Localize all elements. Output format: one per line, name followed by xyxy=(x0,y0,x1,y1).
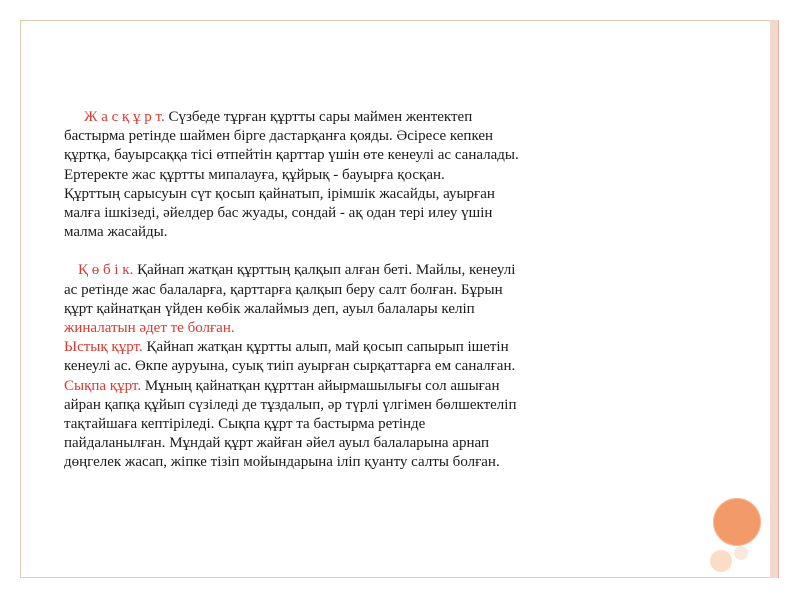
text-line: Қайнап жатқан құрттың қалқып алған беті. Майлы, кенеулі xyxy=(133,262,516,279)
decor-circle-tiny xyxy=(734,546,748,560)
paragraph-ystyq-qurt xyxy=(64,338,704,376)
paragraph-kobik xyxy=(64,261,704,338)
text-line: құртқа, бауырсаққа тісі өтпейтін қарттар үшін өте кенеулі ас саналады. xyxy=(64,147,519,164)
decor-circle-small xyxy=(710,550,732,572)
right-accent-line xyxy=(778,20,779,578)
text-line: бастырма ретінде шаймен бірге дастарқанға қояды. Әсіресе кепкен xyxy=(64,128,494,145)
text-line: тақтайшаға кептіріледі. Сықпа құрт та бастырма ретінде xyxy=(64,416,426,433)
right-decor-panel xyxy=(770,20,778,578)
text-line: малға ішкізеді, әйелдер бас жуады, сондай - ақ одан тері илеу үшін xyxy=(64,205,493,222)
heading-syqpa-qurt: Сықпа құрт. xyxy=(64,377,142,394)
text-line: Құрттың сарысуын сүт қосып қайнатып, ірімшік жасайды, ауырған xyxy=(64,185,495,202)
text-line: Қайнап жатқан құртты алып, май қосып сапырып ішетін xyxy=(142,339,509,356)
text-line-red: жиналатын әдет те болған. xyxy=(64,320,235,337)
text-line: дөңгелек жасап, жіпке тізіп мойындарына іліп қуанту салты болған. xyxy=(64,454,500,471)
text-line: Мұның қайнатқан құрттан айырмашылығы сол ашыған xyxy=(141,377,500,394)
heading-ystyq-qurt: Ыстық құрт. xyxy=(64,339,143,356)
text-line: кенеулі ас. Өкпе ауруына, суық тиіп ауырған сырқаттарға ем саналған. xyxy=(64,358,516,375)
text-line: пайдаланылған. Мұндай құрт жайған әйел ауыл балаларына арнап xyxy=(64,435,489,452)
heading-zhas-qurt: Ж а с қ ұ р т. xyxy=(84,109,165,125)
heading-kobik: Қ ө б і к. xyxy=(78,262,134,279)
text-line: құрт қайнатқан үйден көбік жалаймыз деп, ауыл балалары келіп xyxy=(64,300,475,317)
paragraph-syqpa-qurt xyxy=(64,377,704,473)
decor-circle-large xyxy=(713,498,761,546)
text-line: Сүзбеде тұрған құртты сары маймен жентектеп xyxy=(164,109,473,125)
paragraph-zhas-qurt xyxy=(64,108,704,242)
text-line: айран қапқа құйып сүзіледі де тұздалып, әр түрлі үлгімен бөлшектеліп xyxy=(64,396,517,413)
text-line: малма жасайды. xyxy=(64,224,168,241)
text-line: Ертеректе жас құртты мипалауға, құйрық - бауырға қосқан. xyxy=(64,166,445,183)
slide-body-text xyxy=(64,108,704,473)
text-line: ас ретінде жас балаларға, қарттарға қалқып беру салт болған. Бұрын xyxy=(64,281,503,298)
